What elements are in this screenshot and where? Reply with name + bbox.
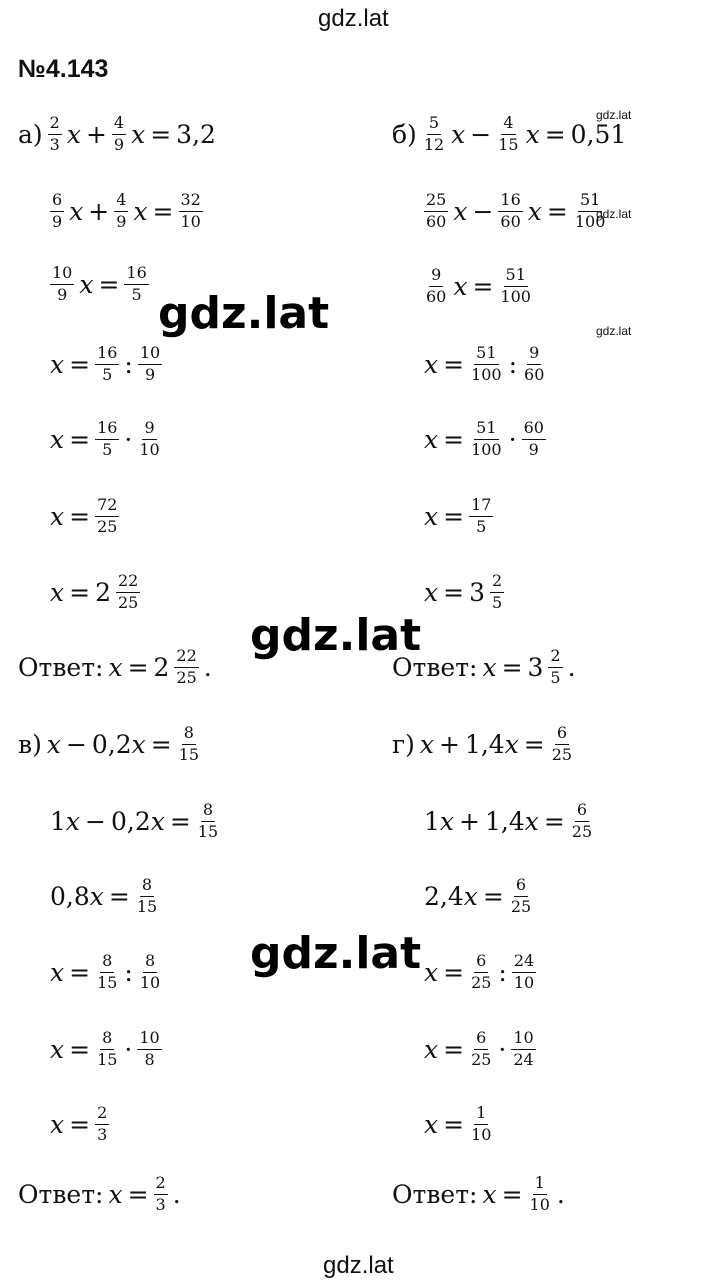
fraction	[424, 267, 448, 306]
coefficient: 1,4	[484, 806, 525, 836]
problem-b-line-5	[424, 420, 546, 459]
coefficient: 1	[50, 806, 66, 836]
denominator: 3	[155, 1194, 166, 1214]
denominator: 25	[471, 972, 492, 992]
coefficient: 1,4	[464, 729, 505, 759]
numerator: 51	[504, 267, 528, 287]
numerator: 9	[142, 420, 156, 440]
coefficient: 0,2	[110, 806, 151, 836]
problem-v-line-4	[50, 953, 162, 992]
numerator: 8	[182, 725, 196, 745]
problem-a-line-5	[50, 420, 162, 459]
equals-sign: =	[443, 957, 465, 987]
numerator: 6	[474, 1030, 488, 1050]
problem-v-line-6	[50, 1105, 109, 1144]
equals-sign: =	[443, 424, 465, 454]
fraction	[112, 115, 126, 154]
variable-x: x	[527, 196, 542, 226]
denominator: 15	[498, 134, 519, 154]
problem-v-line-3	[50, 877, 159, 916]
variable-x: x	[424, 1109, 439, 1139]
denominator: 25	[117, 592, 139, 612]
site-header-text: gdz.lat	[318, 5, 389, 32]
equals-sign: =	[127, 652, 149, 682]
problem-g-line-3	[424, 877, 533, 916]
numerator: 4	[501, 115, 515, 135]
label-g: г)	[392, 729, 415, 759]
problem-v-answer	[18, 1175, 181, 1214]
fraction	[196, 802, 220, 841]
watermark-small: gdz.lat	[596, 207, 632, 221]
variable-x: x	[133, 196, 148, 226]
denominator: 24	[513, 1049, 534, 1069]
problem-g-line-2	[424, 802, 594, 841]
variable-x: x	[424, 577, 439, 607]
numerator: 6	[50, 192, 64, 212]
fraction	[177, 725, 201, 764]
multiply-sign: ·	[124, 1034, 133, 1064]
minus-sign: −	[470, 119, 492, 149]
numerator: 9	[429, 267, 443, 287]
denominator: 60	[500, 211, 521, 231]
fraction	[528, 1175, 552, 1214]
numerator: 6	[514, 877, 528, 897]
variable-x: x	[525, 119, 540, 149]
variable-x: x	[463, 881, 478, 911]
variable-x: x	[482, 652, 497, 682]
whole-part: 3	[469, 577, 485, 607]
denominator: 100	[471, 439, 502, 459]
equals-sign: =	[501, 652, 523, 682]
denominator: 15	[97, 1049, 118, 1069]
variable-x: x	[453, 271, 468, 301]
denominator: 15	[97, 972, 118, 992]
fraction	[95, 420, 119, 459]
equals-sign: =	[543, 806, 565, 836]
denominator: 10	[139, 972, 161, 992]
numerator: 1	[474, 1105, 488, 1125]
minus-sign: −	[472, 196, 494, 226]
numerator: 5	[427, 115, 441, 135]
variable-x: x	[419, 729, 434, 759]
period: .	[172, 1179, 181, 1209]
numerator: 2	[48, 115, 62, 135]
problem-a-line-1	[18, 115, 216, 154]
fraction	[490, 573, 504, 612]
problem-a-line-3	[50, 265, 149, 304]
equals-sign: =	[150, 119, 172, 149]
plus-sign: +	[85, 119, 107, 149]
numerator: 1	[533, 1175, 547, 1195]
plus-sign: +	[459, 806, 480, 836]
fraction	[469, 420, 504, 459]
denominator: 10	[529, 1194, 550, 1214]
variable-x: x	[50, 501, 65, 531]
denominator: 5	[131, 284, 142, 304]
problem-g-line-1	[392, 725, 574, 764]
denominator: 10	[471, 1124, 492, 1144]
numerator: 2	[490, 573, 504, 593]
problem-g-line-5	[424, 1030, 536, 1069]
answer-label: Ответ:	[18, 1179, 104, 1209]
numerator: 8	[100, 953, 114, 973]
division-sign: :	[498, 957, 507, 987]
fraction	[50, 265, 74, 304]
exercise-title: №4.143	[18, 55, 109, 83]
problem-g-line-4	[424, 953, 536, 992]
fraction	[95, 953, 119, 992]
equals-sign: =	[544, 119, 566, 149]
denominator: 10	[139, 439, 160, 459]
plus-sign: +	[438, 729, 460, 759]
equals-sign: =	[501, 1179, 523, 1209]
label-a: а)	[18, 119, 43, 149]
variable-x: x	[108, 652, 123, 682]
denominator: 5	[550, 667, 561, 687]
denominator: 100	[574, 211, 606, 231]
variable-x: x	[150, 806, 165, 836]
fraction	[469, 345, 504, 384]
fraction	[95, 345, 119, 384]
denominator: 15	[136, 896, 158, 916]
numerator: 10	[511, 1030, 535, 1050]
variable-x: x	[50, 1034, 65, 1064]
numerator: 8	[100, 1030, 114, 1050]
whole-part: 2	[153, 652, 170, 682]
equals-sign: =	[482, 881, 504, 911]
problem-a-line-4	[50, 345, 162, 384]
variable-x: x	[453, 196, 468, 226]
fraction	[154, 1175, 168, 1214]
fraction	[95, 1030, 119, 1069]
fraction	[550, 725, 574, 764]
denominator: 3	[97, 1124, 108, 1144]
variable-x: x	[50, 349, 65, 379]
division-sign: :	[508, 349, 518, 379]
equals-sign: =	[69, 1034, 91, 1064]
answer-label: Ответ:	[392, 652, 478, 682]
numerator: 4	[112, 115, 126, 135]
variable-x: x	[50, 577, 65, 607]
numerator: 8	[143, 953, 157, 973]
variable-x: x	[424, 1034, 439, 1064]
equals-sign: =	[69, 957, 91, 987]
problem-a-line-6	[50, 497, 119, 536]
fraction	[469, 1030, 493, 1069]
equals-sign: =	[472, 271, 494, 301]
denominator: 100	[471, 364, 502, 384]
variable-x: x	[50, 424, 65, 454]
equals-sign: =	[443, 1109, 465, 1139]
numerator: 2	[548, 648, 562, 668]
variable-x: x	[451, 119, 466, 149]
problem-v-line-5	[50, 1030, 162, 1069]
problem-b-line-3	[424, 267, 533, 306]
period: .	[203, 652, 212, 682]
answer-label: Ответ:	[392, 1179, 478, 1209]
problem-b-line-4	[424, 345, 546, 384]
numerator: 16	[498, 192, 522, 212]
equals-sign: =	[69, 501, 91, 531]
rhs-value: 3,2	[176, 119, 216, 149]
numerator: 6	[575, 802, 589, 822]
problem-a-line-7	[50, 573, 140, 612]
watermark-large: gdz.lat	[250, 610, 422, 661]
denominator: 25	[571, 821, 593, 841]
numerator: 10	[50, 265, 74, 285]
equals-sign: =	[443, 1034, 465, 1064]
fraction	[95, 497, 119, 536]
equals-sign: =	[69, 424, 91, 454]
answer-label: Ответ:	[18, 652, 104, 682]
fraction	[422, 115, 446, 154]
denominator: 9	[116, 211, 127, 231]
variable-x: x	[482, 1179, 497, 1209]
denominator: 25	[97, 516, 118, 536]
fraction	[135, 877, 159, 916]
equals-sign: =	[152, 196, 174, 226]
numerator: 16	[95, 345, 119, 365]
fraction	[498, 267, 533, 306]
numerator: 6	[474, 953, 488, 973]
denominator: 60	[524, 364, 545, 384]
whole-part: 3	[527, 652, 544, 682]
numerator: 2	[95, 1105, 109, 1125]
minus-sign: −	[65, 729, 87, 759]
denominator: 9	[52, 211, 63, 231]
fraction	[469, 1105, 493, 1144]
denominator: 15	[197, 821, 219, 841]
fraction	[138, 953, 162, 992]
problem-b-line-6	[424, 497, 493, 536]
variable-x: x	[69, 196, 84, 226]
problem-v-line-1	[18, 725, 201, 764]
variable-x: x	[46, 729, 61, 759]
variable-x: x	[131, 729, 146, 759]
plus-sign: +	[88, 196, 110, 226]
problem-v-line-2	[50, 802, 220, 841]
division-sign: :	[124, 957, 133, 987]
denominator: 60	[426, 211, 447, 231]
numerator: 16	[124, 265, 148, 285]
numerator: 2	[154, 1175, 168, 1195]
fraction	[137, 420, 161, 459]
fraction	[114, 192, 128, 231]
fraction	[95, 1105, 109, 1144]
numerator: 51	[578, 192, 602, 212]
denominator: 9	[528, 439, 539, 459]
fraction	[511, 1030, 535, 1069]
problem-g-line-6	[424, 1105, 493, 1144]
denominator: 25	[176, 667, 197, 687]
variable-x: x	[65, 806, 81, 836]
watermark-small: gdz.lat	[596, 108, 632, 122]
numerator: 22	[174, 648, 198, 668]
multiply-sign: ·	[498, 1034, 507, 1064]
coefficient: 1	[424, 806, 440, 836]
multiply-sign: ·	[508, 424, 517, 454]
variable-x: x	[50, 1109, 65, 1139]
fraction	[116, 573, 140, 612]
numerator: 8	[140, 877, 154, 897]
denominator: 5	[102, 439, 113, 459]
label-b: б)	[392, 119, 417, 149]
watermark-small: gdz.lat	[596, 324, 632, 338]
variable-x: x	[50, 957, 65, 987]
equals-sign: =	[69, 577, 91, 607]
equals-sign: =	[69, 1109, 91, 1139]
rhs-value: 0,51	[570, 119, 627, 149]
denominator: 15	[178, 744, 200, 764]
variable-x: x	[424, 349, 439, 379]
numerator: 25	[424, 192, 448, 212]
fraction	[496, 115, 520, 154]
fraction	[498, 192, 522, 231]
fraction	[174, 648, 198, 687]
period: .	[556, 1179, 565, 1209]
problem-b-line-1	[392, 115, 626, 154]
fraction	[548, 648, 562, 687]
variable-x: x	[424, 501, 439, 531]
fraction	[522, 345, 546, 384]
fraction	[50, 192, 64, 231]
fraction	[512, 953, 536, 992]
denominator: 9	[57, 284, 68, 304]
numerator: 4	[114, 192, 128, 212]
denominator: 60	[426, 286, 447, 306]
fraction	[137, 1030, 161, 1069]
equals-sign: =	[127, 1179, 149, 1209]
denominator: 25	[471, 1049, 492, 1069]
watermark-large: gdz.lat	[250, 928, 422, 979]
denominator: 3	[49, 134, 60, 154]
variable-x: x	[66, 119, 81, 149]
fraction	[469, 953, 493, 992]
denominator: 9	[144, 364, 156, 384]
equals-sign: =	[150, 729, 172, 759]
denominator: 25	[510, 896, 532, 916]
numerator: 8	[201, 802, 215, 822]
denominator: 5	[491, 592, 503, 612]
denominator: 12	[423, 134, 445, 154]
variable-x: x	[424, 957, 439, 987]
variable-x: x	[424, 424, 439, 454]
numerator: 16	[95, 420, 119, 440]
problem-b-line-7	[424, 573, 504, 612]
period: .	[567, 652, 576, 682]
equals-sign: =	[443, 501, 465, 531]
variable-x: x	[89, 881, 104, 911]
whole-part: 2	[95, 577, 111, 607]
variable-x: x	[524, 806, 539, 836]
label-v: в)	[18, 729, 42, 759]
denominator: 5	[102, 364, 113, 384]
fraction	[522, 420, 546, 459]
equals-sign: =	[523, 729, 545, 759]
fraction	[124, 265, 148, 304]
fraction	[48, 115, 62, 154]
fraction	[179, 192, 203, 231]
site-footer-text: gdz.lat	[323, 1252, 394, 1279]
equals-sign: =	[69, 349, 91, 379]
numerator: 72	[95, 497, 119, 517]
multiply-sign: ·	[124, 424, 133, 454]
problem-b-line-2	[424, 192, 607, 231]
coefficient: 2,4	[424, 881, 464, 911]
variable-x: x	[504, 729, 519, 759]
fraction	[509, 877, 533, 916]
problem-a-line-2	[50, 192, 203, 231]
variable-x: x	[439, 806, 455, 836]
fraction	[570, 802, 594, 841]
variable-x: x	[108, 1179, 123, 1209]
division-sign: :	[124, 349, 133, 379]
numerator: 10	[137, 1030, 161, 1050]
equals-sign: =	[546, 196, 568, 226]
denominator: 10	[180, 211, 201, 231]
equals-sign: =	[169, 806, 191, 836]
fraction	[424, 192, 448, 231]
denominator: 10	[513, 972, 535, 992]
numerator: 51	[474, 345, 498, 365]
equals-sign: =	[443, 349, 465, 379]
denominator: 100	[500, 286, 531, 306]
problem-g-answer	[392, 1175, 565, 1214]
variable-x: x	[131, 119, 146, 149]
denominator: 25	[551, 744, 573, 764]
numerator: 22	[116, 573, 140, 593]
fraction	[138, 345, 162, 384]
denominator: 8	[144, 1049, 155, 1069]
equals-sign: =	[98, 269, 120, 299]
variable-x: x	[79, 269, 94, 299]
coefficient: 0,8	[50, 881, 90, 911]
numerator: 6	[555, 725, 569, 745]
watermark-large: gdz.lat	[158, 288, 330, 339]
denominator: 5	[476, 516, 487, 536]
equals-sign: =	[108, 881, 130, 911]
fraction	[469, 497, 493, 536]
problem-a-answer	[18, 648, 212, 687]
numerator: 24	[512, 953, 536, 973]
numerator: 32	[179, 192, 203, 212]
numerator: 60	[522, 420, 546, 440]
numerator: 10	[138, 345, 162, 365]
minus-sign: −	[85, 806, 106, 836]
denominator: 9	[113, 134, 125, 154]
numerator: 51	[474, 420, 498, 440]
coefficient: 0,2	[91, 729, 132, 759]
equals-sign: =	[443, 577, 465, 607]
numerator: 17	[469, 497, 493, 517]
numerator: 9	[527, 345, 541, 365]
